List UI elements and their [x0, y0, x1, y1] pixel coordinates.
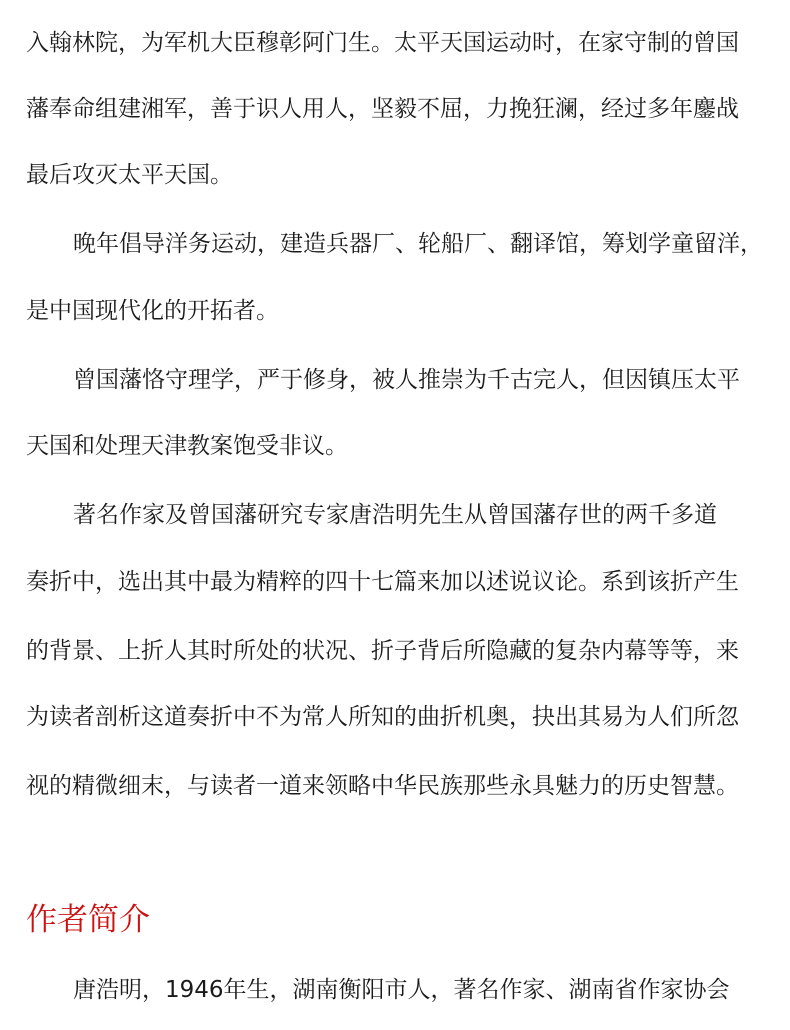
paragraph-line: 唐浩明，1946年生，湖南衡阳市人，著名作家、湖南省作家协会 [73, 977, 730, 1003]
paragraph-line: 的背景、上折人其时所处的状况、折子背后所隐藏的复杂内幕等等，来 [26, 638, 739, 664]
paragraph-line: 天国和处理天津教案饱受非议。 [26, 433, 348, 459]
paragraph-line: 视的精微细末，与读者一道来领略中华民族那些永具魅力的历史智慧。 [26, 773, 739, 799]
paragraph-line: 晚年倡导洋务运动，建造兵器厂、轮船厂、翻译馆，筹划学童留洋， [73, 231, 763, 257]
paragraph-line: 入翰林院，为军机大臣穆彰阿门生。太平天国运动时，在家守制的曾国 [26, 30, 739, 56]
paragraph-line: 藩奉命组建湘军，善于识人用人，坚毅不屈，力挽狂澜，经过多年鏖战 [26, 96, 739, 122]
paragraph-line: 著名作家及曾国藩研究专家唐浩明先生从曾国藩存世的两千多道 [73, 502, 717, 528]
paragraph-line: 为读者剖析这道奏折中不为常人所知的曲折机奥，抉出其易为人们所忽 [26, 704, 739, 730]
paragraph-line: 曾国藩恪守理学，严于修身，被人推崇为千古完人，但因镇压太平 [73, 367, 740, 393]
paragraph-line: 是中国现代化的开拓者。 [26, 298, 279, 324]
paragraph-line: 最后攻灭太平天国。 [26, 162, 233, 188]
section-heading: 作者简介 [26, 902, 150, 938]
paragraph-line: 奏折中，选出其中最为精粹的四十七篇来加以述说议论。系到该折产生 [26, 569, 739, 595]
